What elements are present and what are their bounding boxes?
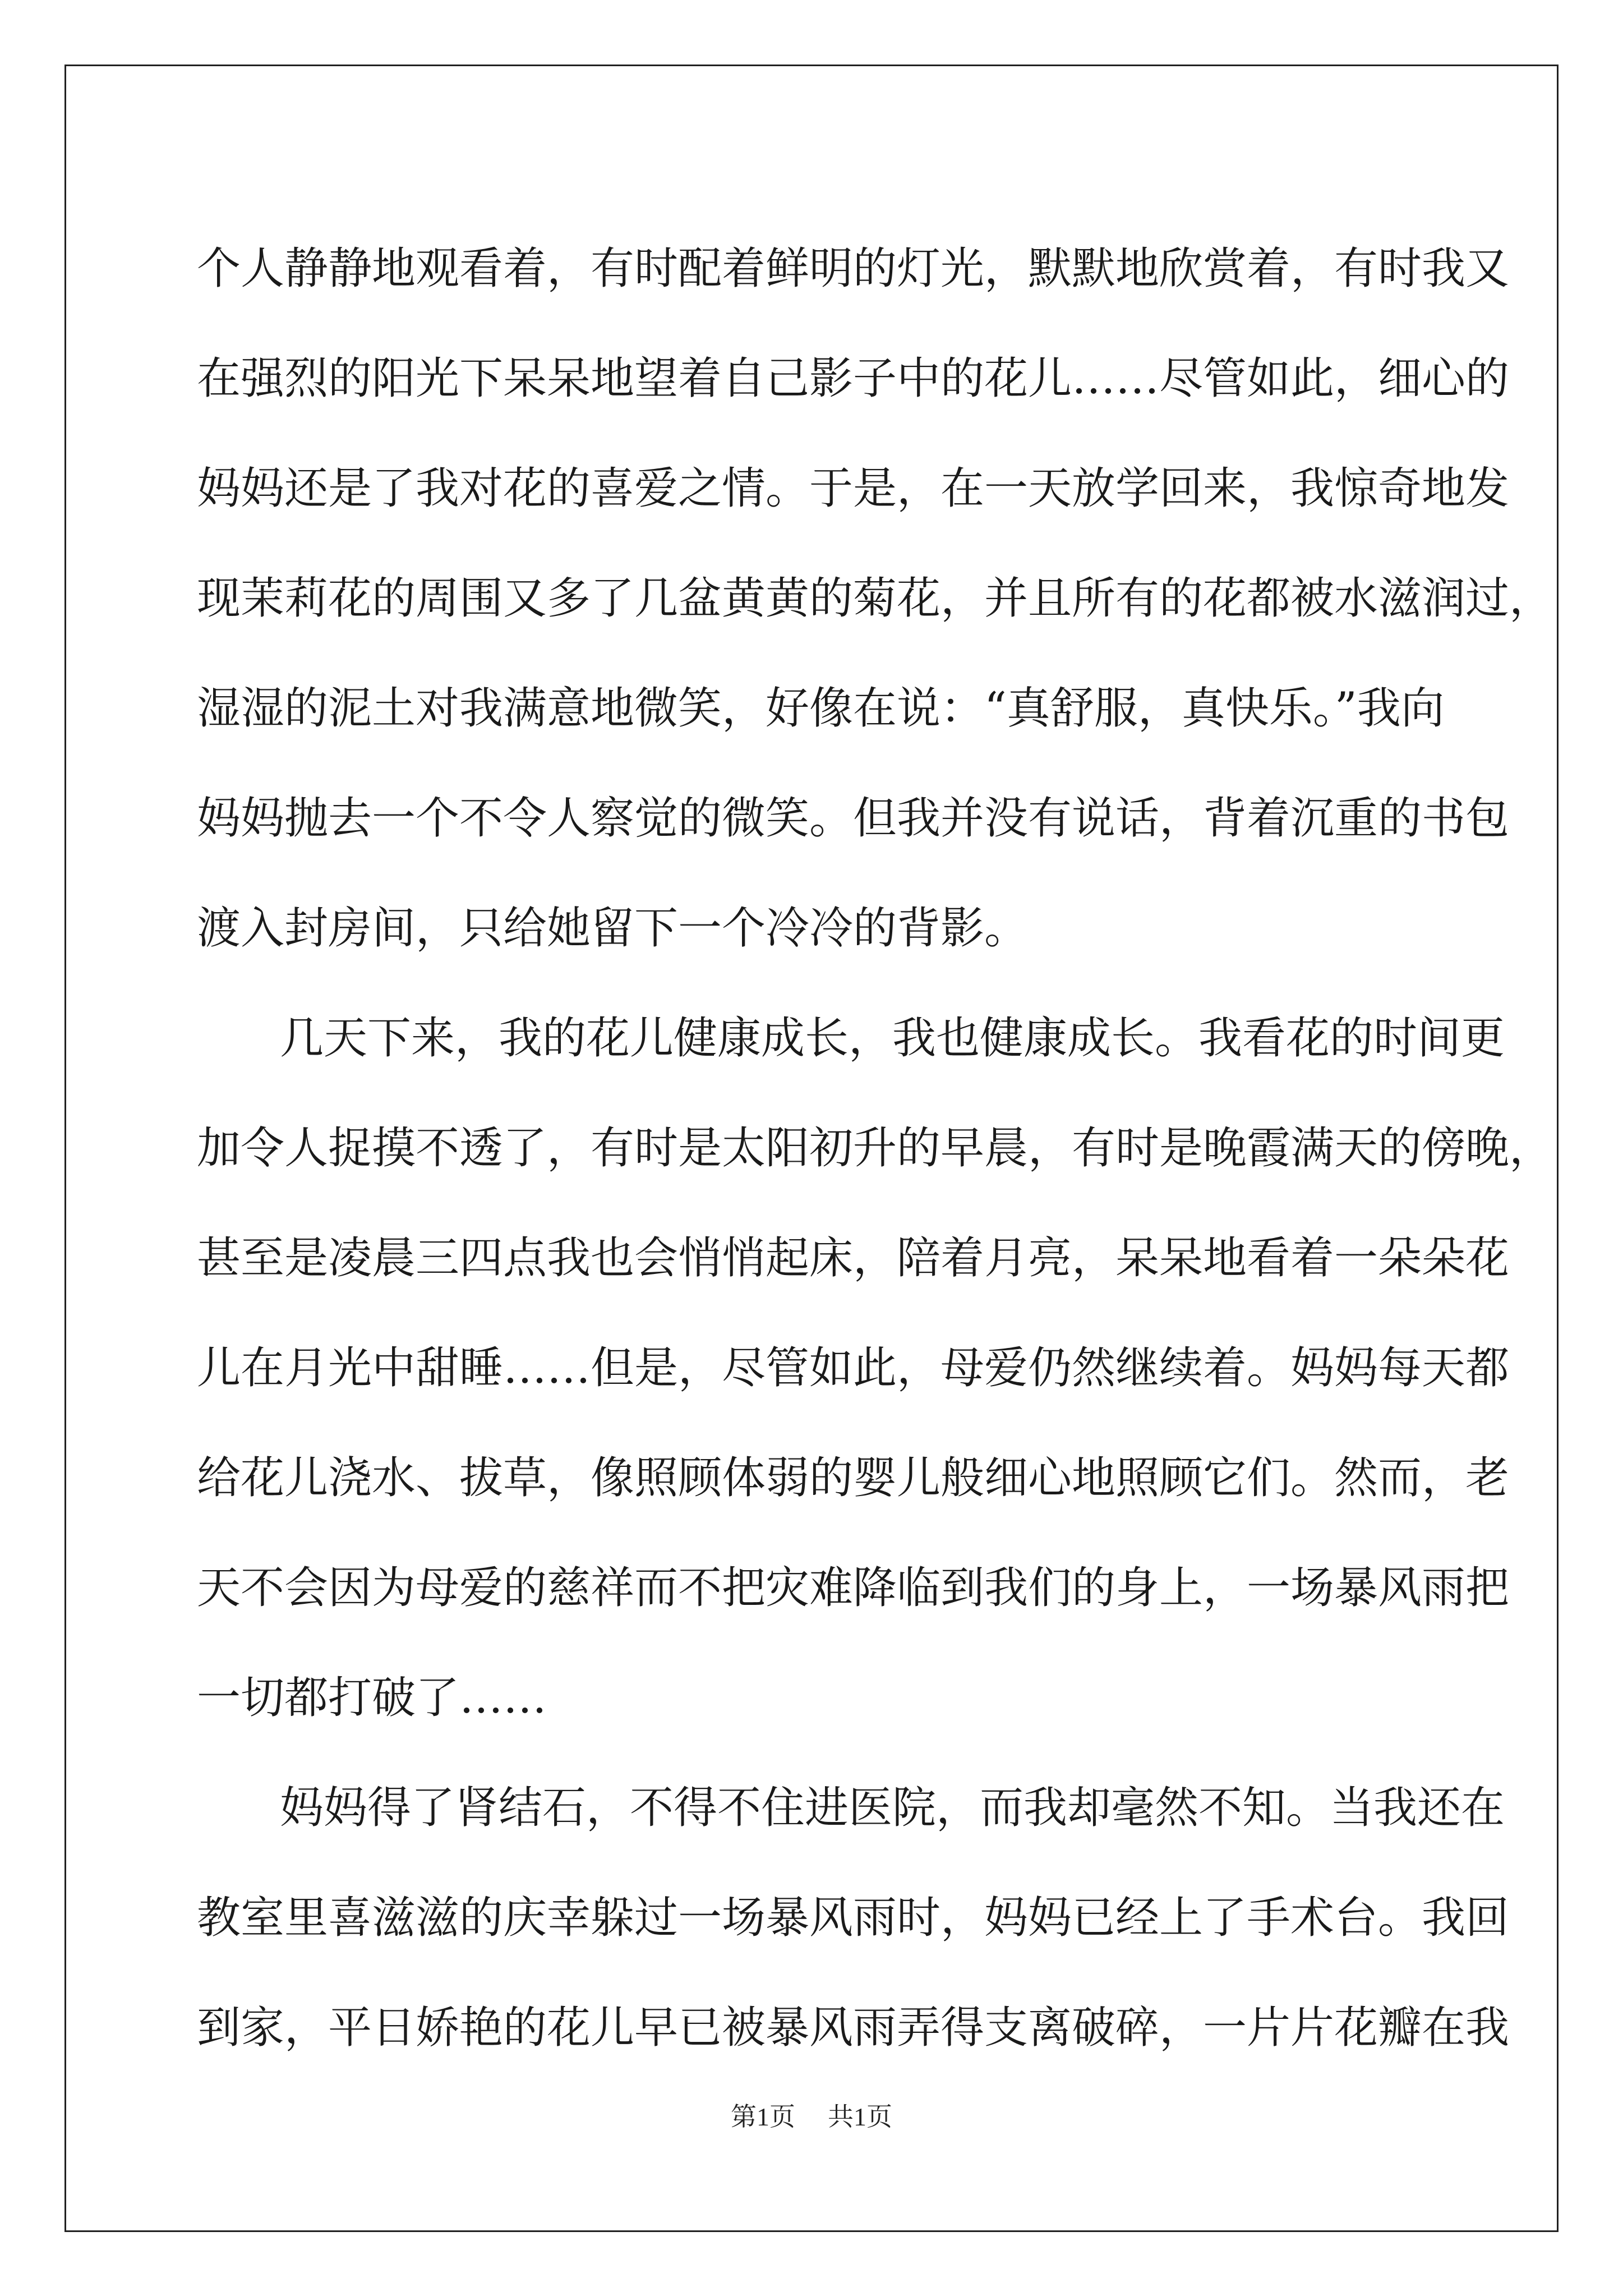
- page-number: 第1页: [731, 2102, 795, 2131]
- line-text: 一切都打破了……: [197, 1673, 547, 1723]
- text-line: [197, 1199, 1510, 1309]
- text-line: [197, 1859, 1510, 1969]
- line-text: 个人静静地观看着，有时配着鲜明的灯光，默默地欣赏着，有时我又: [197, 243, 1510, 294]
- line-text: 现茉莉花的周围又多了几盆黄黄的菊花，并且所有的花都被水滋润过，: [197, 573, 1553, 624]
- text-line: [197, 210, 1510, 320]
- line-text: 几天下来，我的花儿健康成长，我也健康成长。我看花的时间更: [280, 1013, 1505, 1064]
- line-text: 天不会因为母爱的慈祥而不把灾难降临到我们的身上，一场暴风雨把: [197, 1563, 1510, 1613]
- line-text: 渡入封房间，只给她留下一个冷冷的背影。: [197, 903, 1029, 954]
- line-text: 妈妈得了肾结石，不得不住进医院，而我却毫然不知。当我还在: [280, 1783, 1505, 1833]
- page-total: 共1页: [828, 2102, 892, 2131]
- line-text: 甚至是凌晨三四点我也会悄悄起床，陪着月亮，呆呆地看着一朵朵花: [197, 1233, 1510, 1283]
- document-body: [197, 210, 1553, 2079]
- text-line: [197, 430, 1510, 540]
- line-text: 儿在月光中甜睡……但是，尽管如此，母爱仍然继续着。妈妈每天都: [197, 1343, 1510, 1393]
- text-line: [197, 320, 1510, 430]
- line-text: 教室里喜滋滋的庆幸躲过一场暴风雨时，妈妈已经上了手术台。我回: [197, 1893, 1510, 1943]
- page-footer: [0, 2096, 1623, 2133]
- line-text: 加令人捉摸不透了，有时是太阳初升的早晨，有时是晚霞满天的傍晚，: [197, 1123, 1553, 1174]
- paragraph-first-line: [197, 1749, 1505, 1859]
- paragraph-last-line: [197, 869, 1431, 979]
- text-line: [197, 760, 1510, 869]
- line-text: 湿湿的泥土对我满意地微笑，好像在说：“真舒服，真快乐。”我向: [197, 683, 1445, 734]
- text-line: [197, 1419, 1510, 1529]
- text-line: [197, 1529, 1510, 1639]
- line-text: 妈妈还是了我对花的喜爱之情。于是，在一天放学回来，我惊奇地发: [197, 463, 1510, 514]
- paragraph-first-line: [197, 979, 1505, 1089]
- line-text: 到家，平日娇艳的花儿早已被暴风雨弄得支离破碎，一片片花瓣在我: [197, 2003, 1510, 2053]
- text-line: [197, 650, 1445, 760]
- line-text: 给花儿浇水、拔草，像照顾体弱的婴儿般细心地照顾它们。然而，老: [197, 1453, 1510, 1503]
- text-line: [197, 1969, 1510, 2079]
- paragraph-last-line: [197, 1639, 1431, 1749]
- text-line: [197, 1309, 1510, 1419]
- text-line: [197, 1089, 1553, 1199]
- line-text: 妈妈抛去一个不令人察觉的微笑。但我并没有说话，背着沉重的书包: [197, 793, 1510, 844]
- line-text: 在强烈的阳光下呆呆地望着自己影子中的花儿……尽管如此，细心的: [197, 353, 1510, 404]
- text-line: [197, 540, 1553, 650]
